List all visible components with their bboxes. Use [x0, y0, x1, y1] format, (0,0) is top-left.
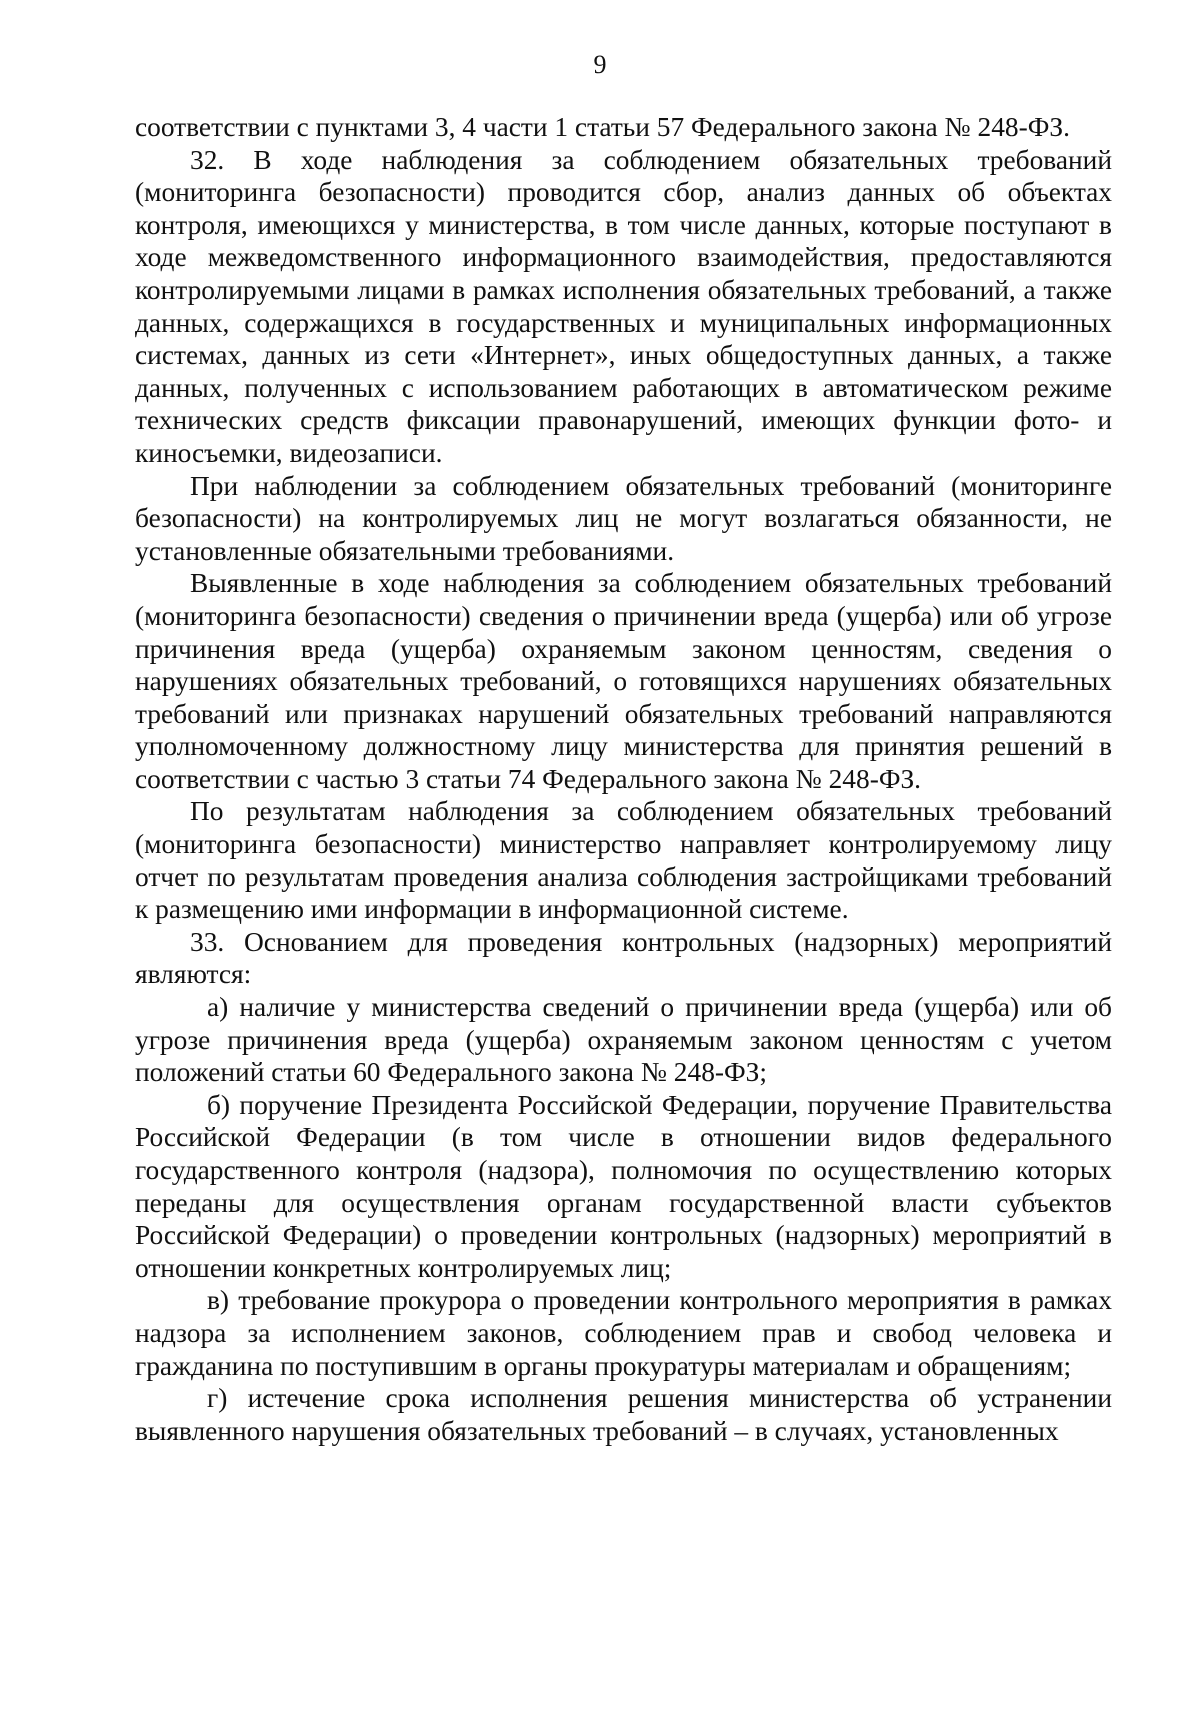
- list-item-v: в) требование прокурора о проведении контрольного мероприятия в рамках надзора за исполнением законов, соблюдением прав и свобод человека и гражданина по поступившим в органы прокуратуры материалам и обращениям;: [135, 1285, 1112, 1381]
- paragraph-monitoring-results: По результатам наблюдения за соблюдением обязательных требований (мониторинга безопасности) министерство направляет контролируемому лицу отчет по результатам проведения анализа соблюдения застройщиками требований к размещению ими информации в информационной системе.: [135, 796, 1112, 925]
- list-item-a: а) наличие у министерства сведений о причинении вреда (ущерба) или об угрозе причинения вреда (ущерба) охраняемым законом ценностям с учетом положений статьи 60 Федерального закона № 248-ФЗ;: [135, 992, 1112, 1088]
- paragraph-item-33: 33. Основанием для проведения контрольных (надзорных) мероприятий являются:: [135, 926, 1112, 990]
- page-number: 9: [593, 50, 607, 79]
- paragraph-identified-information: Выявленные в ходе наблюдения за соблюдением обязательных требований (мониторинга безопасности) сведения о причинении вреда (ущерба) или об угрозе причинения вреда (ущерба) охраняемым законом ценностям, сведения о нарушениях обязательных требований, о готовящихся нарушениях обязательных требований или признаках нарушений обязательных требований направляются уполномоченному должностному лицу министерства для принятия решений в соответствии с частью 3 статьи 74 Федерального закона № 248-ФЗ.: [135, 568, 1112, 794]
- paragraph-item-32: 32. В ходе наблюдения за соблюдением обязательных требований (мониторинга безопасности) проводится сбор, анализ данных об объектах контроля, имеющихся у министерства, в том числе данных, которые поступают в ходе межведомственного информационного взаимодействия, предоставляются контролируемыми лицами в рамках исполнения обязательных требований, а также данных, содержащихся в государственных и муниципальных информационных системах, данных из сети «Интернет», иных общедоступных данных, а также данных, полученных с использованием работающих в автоматическом режиме технических средств фиксации правонарушений, имеющих функции фото- и киносъемки, видеозаписи.: [135, 144, 1112, 468]
- paragraph-continuation: соответствии с пунктами 3, 4 части 1 статьи 57 Федерального закона № 248-ФЗ.: [135, 112, 1070, 142]
- document-body: [135, 111, 1112, 1447]
- list-item-g: г) истечение срока исполнения решения министерства об устранении выявленного нарушения обязательных требований – в случаях, установленных: [135, 1383, 1112, 1446]
- list-item-b: б) поручение Президента Российской Федерации, поручение Правительства Российской Федерации (в том числе в отношении видов федерального государственного контроля (надзора), полномочия по осуществлению которых переданы для осуществления органам государственной власти субъектов Российской Федерации) о проведении контрольных (надзорных) мероприятий в отношении конкретных контролируемых лиц;: [135, 1089, 1112, 1283]
- paragraph-monitoring-obligations: При наблюдении за соблюдением обязательных требований (мониторинге безопасности) на контролируемых лиц не могут возлагаться обязанности, не установленные обязательными требованиями.: [135, 470, 1112, 566]
